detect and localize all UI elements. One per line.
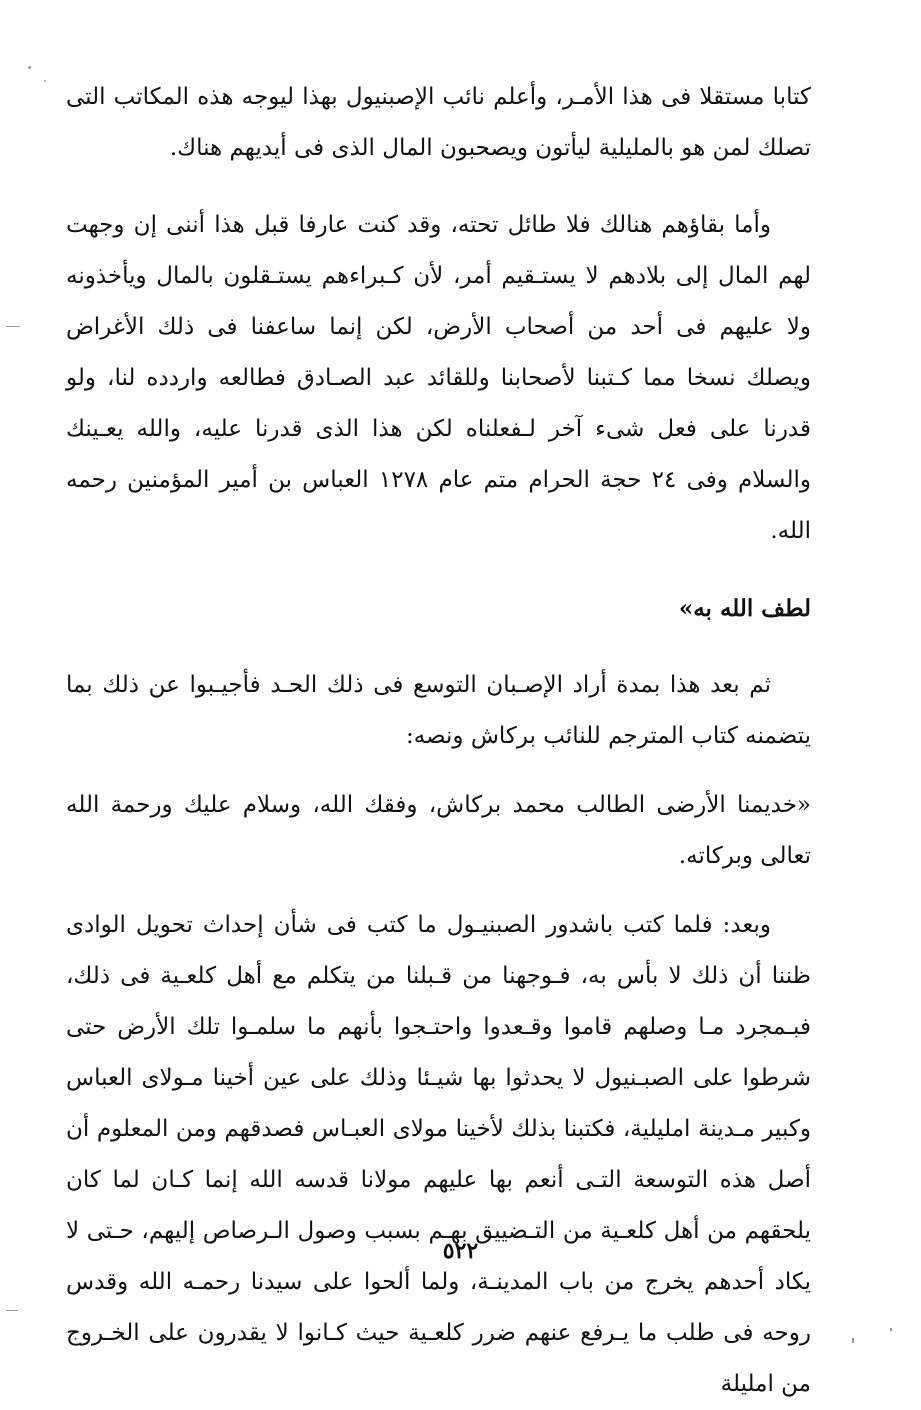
scan-speck bbox=[28, 66, 31, 69]
scan-speck bbox=[44, 80, 46, 82]
page-number: ٥٢٢ bbox=[442, 1238, 479, 1264]
letter-salutation: «خديمنا الأرضى الطالب محمد بركاش، وفقك الله، وسلام عليك ورحمة الله تعالى وبركاته. bbox=[66, 792, 811, 869]
scan-speck bbox=[890, 1328, 892, 1331]
paragraph: وبعد: فلما كتب باشدور الصبنيـول ما كتب فى شأن إحداث تحويل الوادى ظننا أن ذلك لا بأس به، فـوجهنا من قـبلنا من يتكلم مع أهل كلعـية فى ذلك، فبـمجرد مـا وصلهم قاموا وقـعدوا واحتـجوا بأنهم ما سلمـوا تلك الأرض حتى شرطوا على الصبـنيول لا يحدثوا بها شيـئا وذلك على عين أخينا مـولاى العباس وكبير مـدينة امليلية، فكتبنا بذلك لأخينا مولاى العبـاس فصدقهم ومن المعلوم أن أصل هذه التوسعة التـى أنعم بها عليهم مولانا قدسه الله إنما كـان لما كان يلحقهم من أهل كلعـية من التـضييق بهـم بسبب وصول الـرصاص إليهم، حـتى لا يكاد أحدهم يخرج من باب المدينـة، ولما ألحوا على سيدنا رحمـه الله وقدس روحه فى طلب ما يـرفع عنهم ضرر كلعـية حيث كـانوا لا يقدرون على الخـروج من امليلة bbox=[66, 912, 811, 1397]
paragraph: ثم بعد هذا بمدة أراد الإصـبان التوسع فى ذلك الحـد فأجيـبوا عن ذلك بما يتضمنه كتاب المترجم للنائب بركاش ونصه: bbox=[66, 672, 811, 749]
body-text bbox=[66, 72, 811, 1410]
scan-speck bbox=[852, 1338, 854, 1343]
scan-mark bbox=[6, 326, 20, 327]
paragraph-continuation: كتابا مستقلا فى هذا الأمـر، وأعلم نائب الإصبنيول بهذا ليوجه هذه المكاتب التى تصلك لمن هو بالمليلية ليأتون ويصحبون المال الذى فى أيديهم هناك. bbox=[66, 84, 811, 161]
signature-line: لطف الله به» bbox=[678, 595, 811, 622]
paragraph: وأما بقاؤهم هنالك فلا طائل تحته، وقد كنت عارفا قبل هذا أننى إن وجهت لهم المال إلى بلادهم لا يستـقيم أمر، لأن كـبراءهم يستـقلون بالمال ويأخذونه ولا عليهم فى أحد من أصحاب الأرض، لكن إنما ساعفنا فى ذلك الأغراض ويصلك نسخا مما كـتبنا لأصحابنا وللقائد عبد الصـادق فطالعه واردده لنا، ولو قدرنا على فعل شىء آخر لـفعلناه لكن هذا الذى قدرنا عليه، والله يعـينك والسلام وفى ٢٤ حجة الحرام متم عام ١٢٧٨ العباس بن أمير المؤمنين رحمه الله. bbox=[66, 212, 811, 544]
scan-mark bbox=[6, 1310, 18, 1311]
